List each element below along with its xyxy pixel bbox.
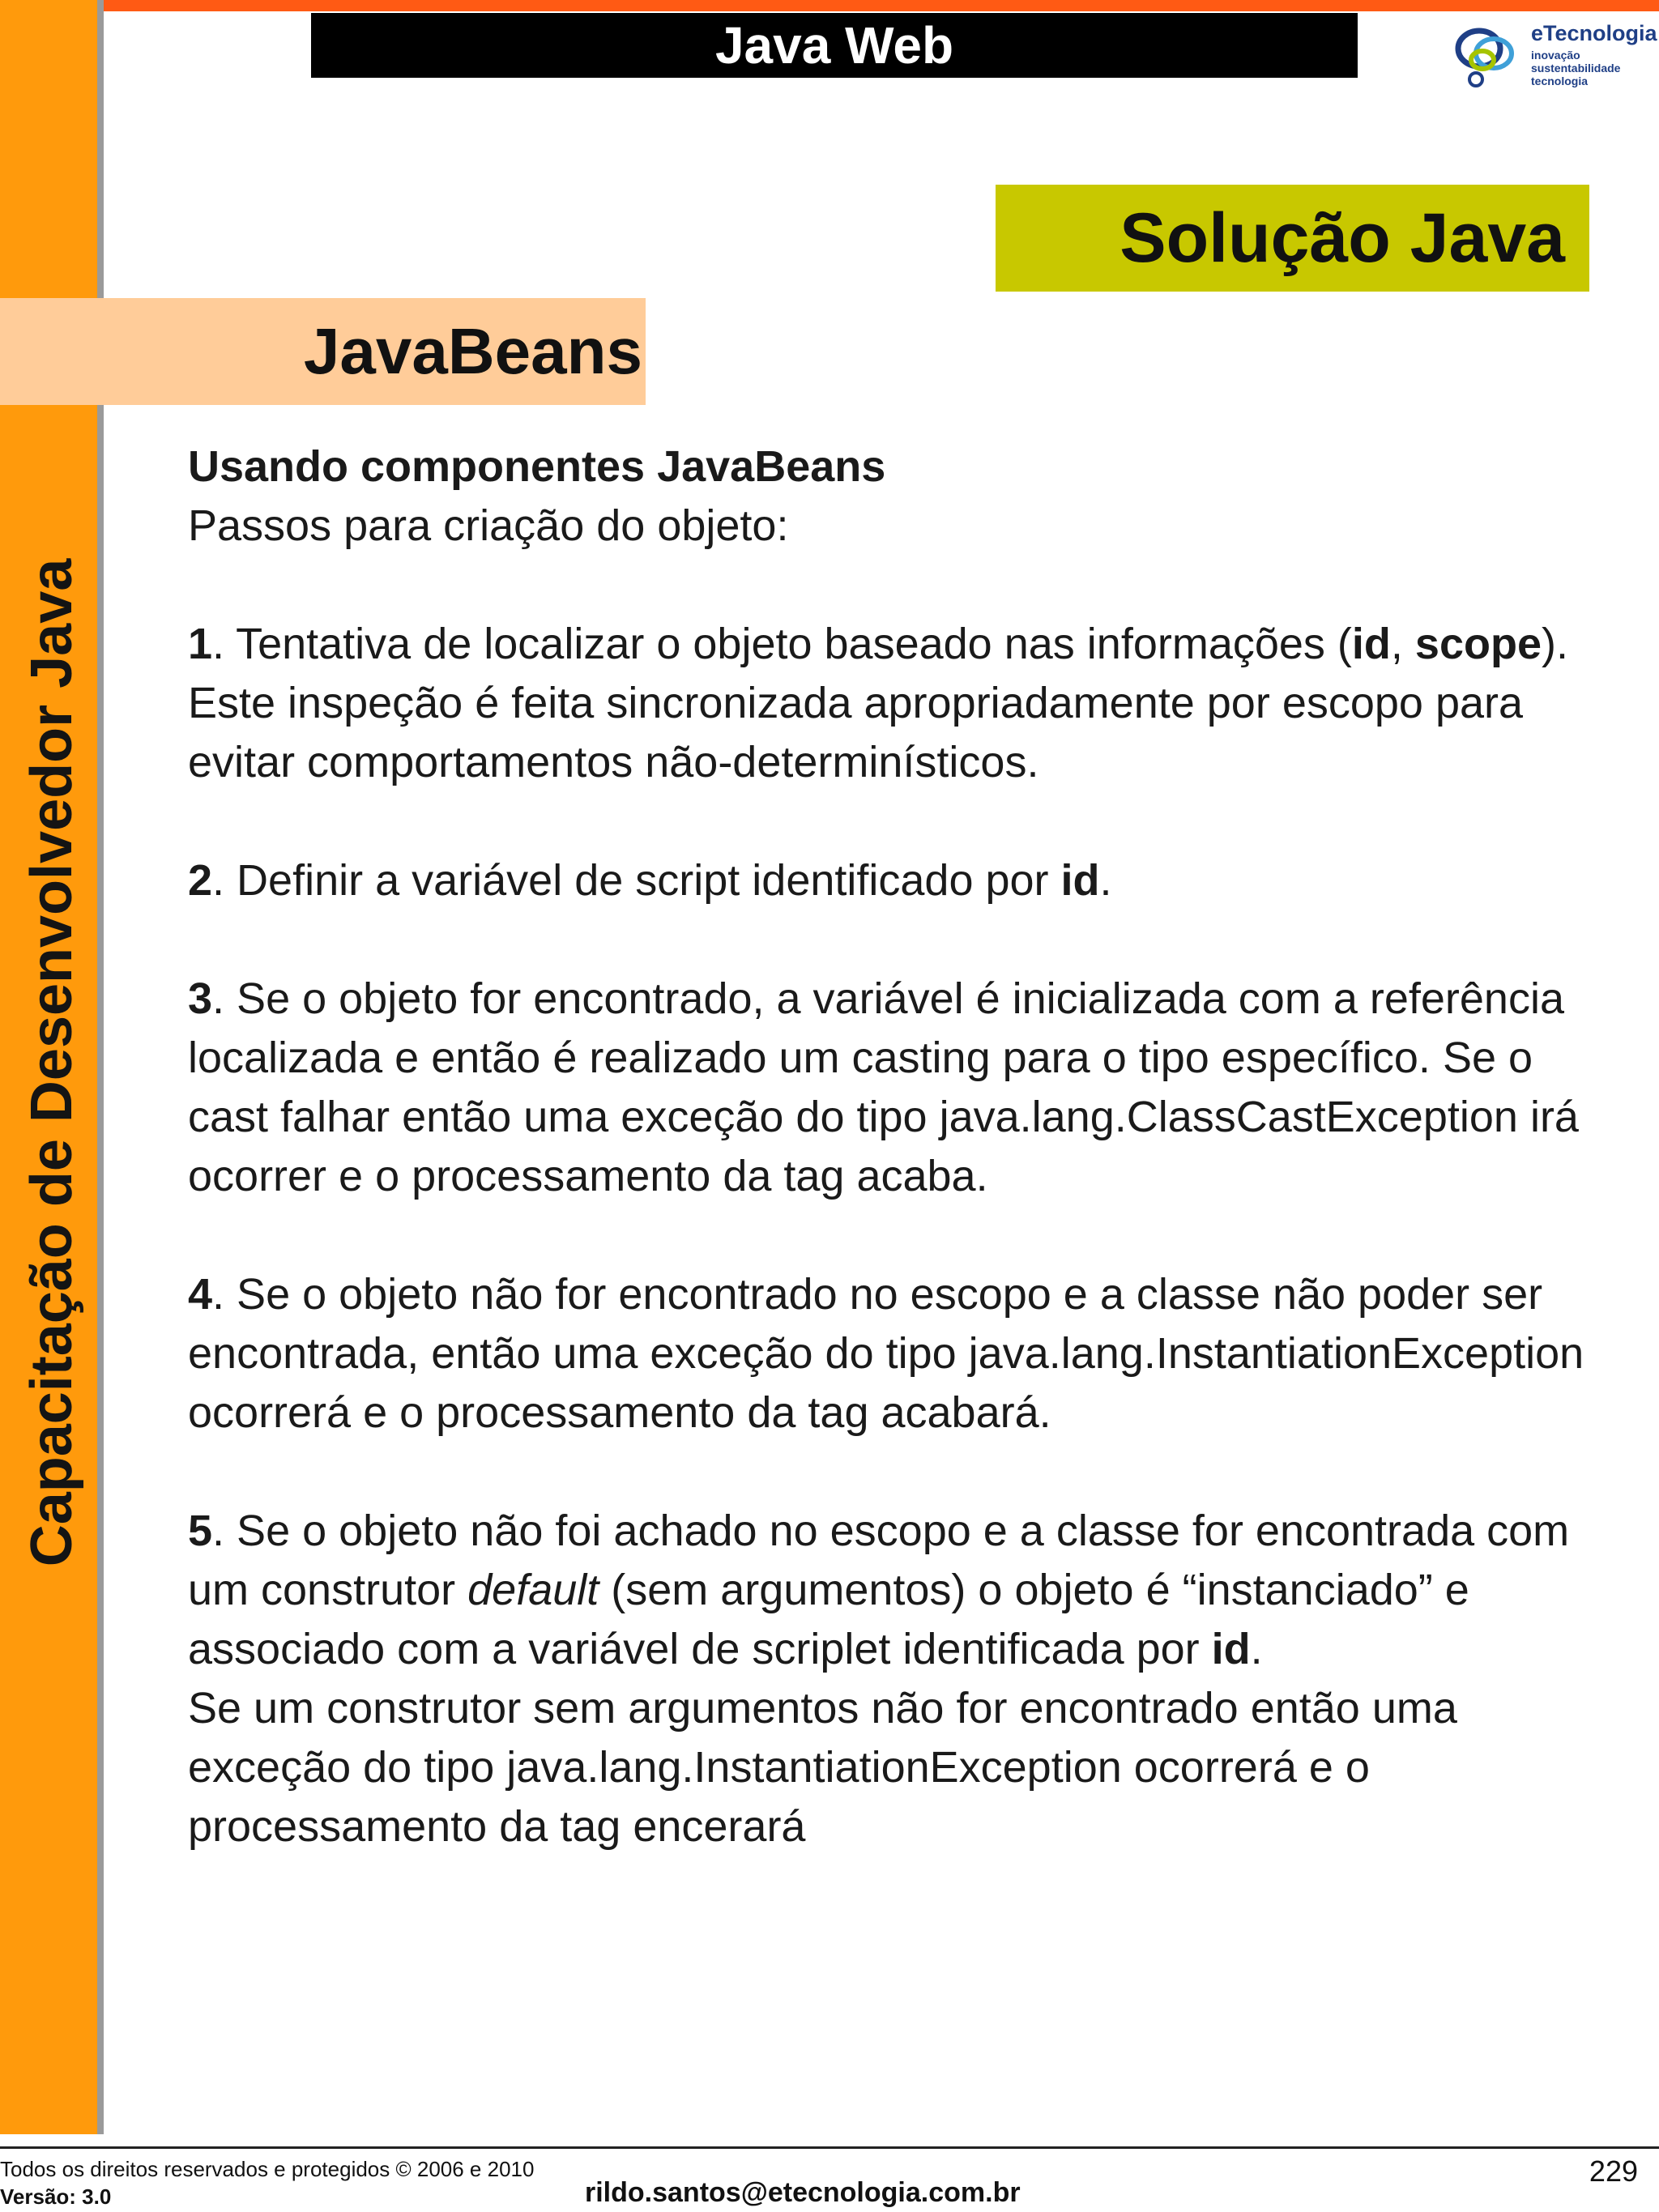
logo-name: eTecnologia (1531, 21, 1657, 45)
step-2: 2. Definir a variável de script identificado por id. (188, 856, 1112, 905)
header-title: Java Web (311, 13, 1358, 78)
logo-tagline-2: sustentabilidade (1531, 62, 1621, 75)
footer-divider (0, 2146, 1659, 2149)
footer-copyright: Todos os direitos reservados e protegidos © 2006 e 2010 (0, 2157, 535, 2181)
footer-email: rildo.santos@etecnologia.com.br (585, 2177, 1021, 2208)
page-number: 229 (1589, 2154, 1638, 2188)
content-heading: Usando componentes JavaBeans (188, 442, 886, 491)
content-intro: Passos para criação do objeto: (188, 501, 789, 550)
step-1: 1. Tentativa de localizar o objeto baseado nas informações (id, scope). Este inspeção é feita sincronizada apropriadamente por escopo para evitar comportamentos não-determinísticos. (188, 620, 1568, 786)
logo-rings-icon (1450, 19, 1523, 92)
logo-tagline-1: inovação (1531, 49, 1580, 62)
slide-title: Solução Java (996, 185, 1589, 292)
sidebar-title: Capacitação de Desenvolvedor Java (19, 558, 84, 1567)
step-3: 3. Se o objeto for encontrado, a variável é inicializada com a referência localizada e então é realizado um casting para o tipo específico. Se o cast falhar então uma exceção do tipo java.lang.ClassCastException irá ocorrer e o processamento da tag acaba. (188, 974, 1579, 1200)
step-5-note: Se um construtor sem argumentos não for encontrado então uma exceção do tipo java.lang.InstantiationException ocorrerá e o processamento da tag encerará (188, 1684, 1457, 1851)
logo-tagline-3: tecnologia (1531, 75, 1589, 87)
top-stripe (0, 0, 1659, 11)
footer-version: Versão: 3.0 (0, 2184, 112, 2209)
step-5: 5. Se o objeto não foi achado no escopo e a classe for encontrada com um construtor default (sem argumentos) o objeto é “instanciado” e associado com a variável de scriplet identificada por id. (188, 1507, 1570, 1673)
slide-subtitle: JavaBeans (0, 298, 646, 405)
logo (1450, 16, 1657, 97)
step-4: 4. Se o objeto não for encontrado no escopo e a classe não poder ser encontrada, então uma exceção do tipo java.lang.InstantiationException ocorrerá e o processamento da tag acabará. (188, 1270, 1584, 1437)
slide-content (188, 437, 1614, 1856)
